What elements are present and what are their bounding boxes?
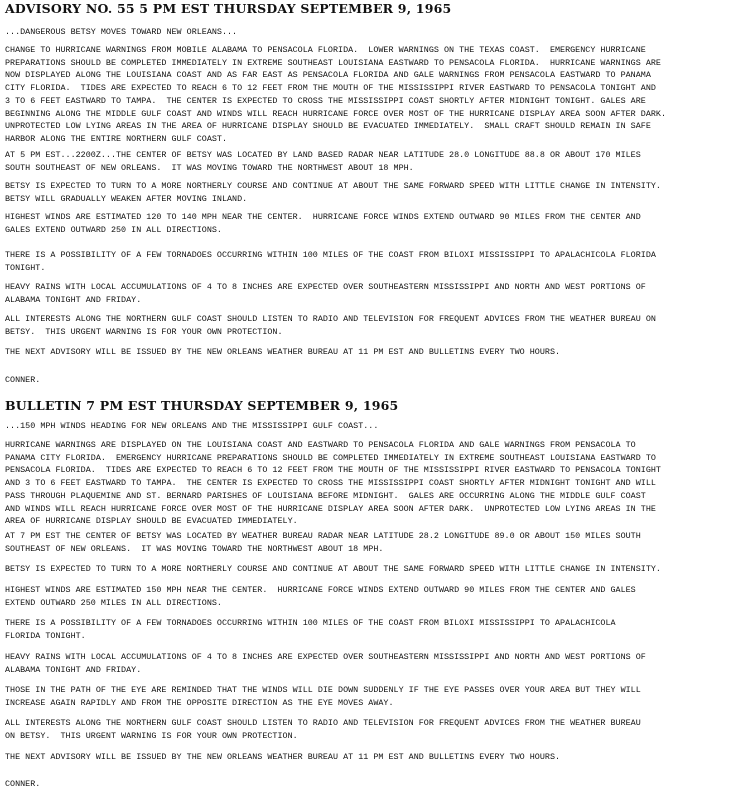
bulletin-paragraph-rains: HEAVY RAINS WITH LOCAL ACCUMULATIONS OF 4 TO 8 INCHES ARE EXPECTED OVER SOUTHEASTERN MISSISSIPPI AND NORTH AND WEST PORTIONS OF ALABAMA TONIGHT AND FRIDAY. [5, 652, 646, 675]
advisory-paragraph-next: THE NEXT ADVISORY WILL BE ISSUED BY THE NEW ORLEANS WEATHER BUREAU AT 11 PM EST AND BULLETINS EVERY TWO HOURS. [5, 347, 561, 357]
advisory-paragraph-tornadoes: THERE IS A POSSIBILITY OF A FEW TORNADOES OCCURRING WITHIN 100 MILES OF THE COAST FROM BILOXI MISSISSIPPI TO APALACHICOLA FLORIDA TONIGHT. [5, 250, 656, 273]
bulletin-paragraph-position: AT 7 PM EST THE CENTER OF BETSY WAS LOCATED BY WEATHER BUREAU RADAR NEAR LATITUDE 28.2 LONGITUDE 89.0 OR ABOUT 150 MILES SOUTH SOUTHEAST OF NEW ORLEANS. IT WAS MOVING TOWARD THE NORTHWEST ABOUT 18 MPH. [5, 531, 641, 554]
advisory-paragraph-interests: ALL INTERESTS ALONG THE NORTHERN GULF COAST SHOULD LISTEN TO RADIO AND TELEVISION FOR FREQUENT ADVICES FROM THE WEATHER BUREAU ON BETSY. THIS URGENT WARNING IS FOR YOUR OWN PROTECTION. [5, 314, 656, 337]
bulletin-signature: CONNER. [5, 779, 41, 789]
bulletin-title: BULLETIN 7 PM EST THURSDAY SEPTEMBER 9, 1965 [5, 398, 399, 413]
advisory-headline: ...DANGEROUS BETSY MOVES TOWARD NEW ORLEANS... [5, 27, 238, 37]
advisory-paragraph-position: AT 5 PM EST...2200Z...THE CENTER OF BETSY WAS LOCATED BY LAND BASED RADAR NEAR LATITUDE 28.0 LONGITUDE 88.8 OR ABOUT 170 MILES SOUTH SOUTHEAST OF NEW ORLEANS. IT WAS MOVING TOWARD THE NORTHWEST ABOUT 18 MPH. [5, 150, 641, 173]
advisory-paragraph-course: BETSY IS EXPECTED TO TURN TO A MORE NORTHERLY COURSE AND CONTINUE AT ABOUT THE SAME FORWARD SPEED WITH LITTLE CHANGE IN INTENSITY. BETSY WILL GRADUALLY WEAKEN AFTER MOVING INLAND. [5, 181, 661, 204]
bulletin-paragraph-winds: HIGHEST WINDS ARE ESTIMATED 150 MPH NEAR THE CENTER. HURRICANE FORCE WINDS EXTEND OUTWARD 90 MILES FROM THE CENTER AND GALES EXTEND OUTWARD 250 MILES IN ALL DIRECTIONS. [5, 585, 636, 608]
bulletin-paragraph-next: THE NEXT ADVISORY WILL BE ISSUED BY THE NEW ORLEANS WEATHER BUREAU AT 11 PM EST AND BULLETINS EVERY TWO HOURS. [5, 752, 561, 762]
bulletin-paragraph-course: BETSY IS EXPECTED TO TURN TO A MORE NORTHERLY COURSE AND CONTINUE AT ABOUT THE SAME FORWARD SPEED WITH LITTLE CHANGE IN INTENSITY. [5, 564, 661, 574]
bulletin-paragraph-tornadoes: THERE IS A POSSIBILITY OF A FEW TORNADOES OCCURRING WITHIN 100 MILES OF THE COAST FROM BILOXI MISSISSIPPI TO APALACHICOLA FLORIDA TONIGHT. [5, 618, 616, 641]
bulletin-paragraph-interests: ALL INTERESTS ALONG THE NORTHERN GULF COAST SHOULD LISTEN TO RADIO AND TELEVISION FOR FREQUENT ADVICES FROM THE WEATHER BUREAU ON BETSY. THIS URGENT WARNING IS FOR YOUR OWN PROTECTION. [5, 718, 641, 741]
bulletin-paragraph-warnings: HURRICANE WARNINGS ARE DISPLAYED ON THE LOUISIANA COAST AND EASTWARD TO PENSACOLA FLORIDA AND GALE WARNINGS FROM PENSACOLA TO PANAMA CITY FLORIDA. EMERGENCY HURRICANE PREPARATIONS SHOULD BE COMPLETED IMMEDIATELY IN EXTREME SOUTHEAST LOUISIANA EASTWARD TO PENSACOLA FLORIDA. TIDES ARE EXPECTED TO REACH 6 TO 12 FEET FROM THE MOUTH OF THE MISSISSIPPI RIVER EASTWARD TO PENSACOLA TONIGHT AND 3 TO 6 FEET EASTWARD TO TAMPA. THE CENTER IS EXPECTED TO CROSS THE MISSISSIPPI COAST SHORTLY AFTER MIDNIGHT TONIGHT AND WILL PASS THROUGH PLAQUEMINE AND ST. BERNARD PARISHES OF LOUISIANA BEFORE MIDNIGHT. GALES ARE OCCURRING ALONG THE MIDDLE GULF COAST AND WINDS WILL REACH HURRICANE FORCE OVER MOST OF THE HURRICANE DISPLAY AREA SOON AFTER DARK. UNPROTECTED LOW LYING AREAS IN THE AREA OF HURRICANE DISPLAY SHOULD BE EVACUATED IMMEDIATELY. [5, 440, 661, 527]
advisory-title: ADVISORY NO. 55 5 PM EST THURSDAY SEPTEMBER 9, 1965 [5, 1, 452, 16]
advisory-paragraph-rains: HEAVY RAINS WITH LOCAL ACCUMULATIONS OF 4 TO 8 INCHES ARE EXPECTED OVER SOUTHEASTERN MISSISSIPPI AND NORTH AND WEST PORTIONS OF ALABAMA TONIGHT AND FRIDAY. [5, 282, 646, 305]
bulletin-headline: ...150 MPH WINDS HEADING FOR NEW ORLEANS AND THE MISSISSIPPI GULF COAST... [5, 421, 379, 431]
bulletin-paragraph-eye: THOSE IN THE PATH OF THE EYE ARE REMINDED THAT THE WINDS WILL DIE DOWN SUDDENLY IF THE EYE PASSES OVER YOUR AREA BUT THEY WILL INCREASE AGAIN RAPIDLY AND FROM THE OPPOSITE DIRECTION AS THE EYE MOVES AWAY. [5, 685, 641, 708]
advisory-signature: CONNER. [5, 375, 41, 385]
advisory-paragraph-winds: HIGHEST WINDS ARE ESTIMATED 120 TO 140 MPH NEAR THE CENTER. HURRICANE FORCE WINDS EXTEND OUTWARD 90 MILES FROM THE CENTER AND GALES EXTEND OUTWARD 250 IN ALL DIRECTIONS. [5, 212, 641, 235]
advisory-paragraph-warnings: CHANGE TO HURRICANE WARNINGS FROM MOBILE ALABAMA TO PENSACOLA FLORIDA. LOWER WARNINGS ON THE TEXAS COAST. EMERGENCY HURRICANE PREPARATIONS SHOULD BE COMPLETED IMMEDIATELY IN EXTREME SOUTHEAST LOUISIANA EASTWARD TO PENSACOLA FLORIDA. HURRICANE WARNINGS ARE NOW DISPLAYED ALONG THE LOUISIANA COAST AND AS FAR EAST AS PENSACOLA FLORIDA AND GALE WARNINGS FROM PENSACOLA EASTWARD TO PANAMA CITY FLORIDA. TIDES ARE EXPECTED TO REACH 6 TO 12 FEET FROM THE MOUTH OF THE MISSISSIPPI RIVER EASTWARD TO PENSACOLA TONIGHT AND 3 TO 6 FEET EASTWARD TO TAMPA. THE CENTER IS EXPECTED TO CROSS THE MISSISSIPPI COAST SHORTLY AFTER MIDNIGHT TONIGHT. GALES ARE BEGINNING ALONG THE MIDDLE GULF COAST AND WINDS WILL REACH HURRICANE FORCE OVER MOST OF THE HURRICANE DISPLAY AREA SOON AFTER DARK. UNPROTECTED LOW LYING AREAS IN THE AREA OF HURRICANE DISPLAY SHOULD BE EVACUATED IMMEDIATELY. SMALL CRAFT SHOULD REMAIN IN SAFE HARBOR ALONG THE ENTIRE NORTHERN GULF COAST. [5, 45, 667, 144]
